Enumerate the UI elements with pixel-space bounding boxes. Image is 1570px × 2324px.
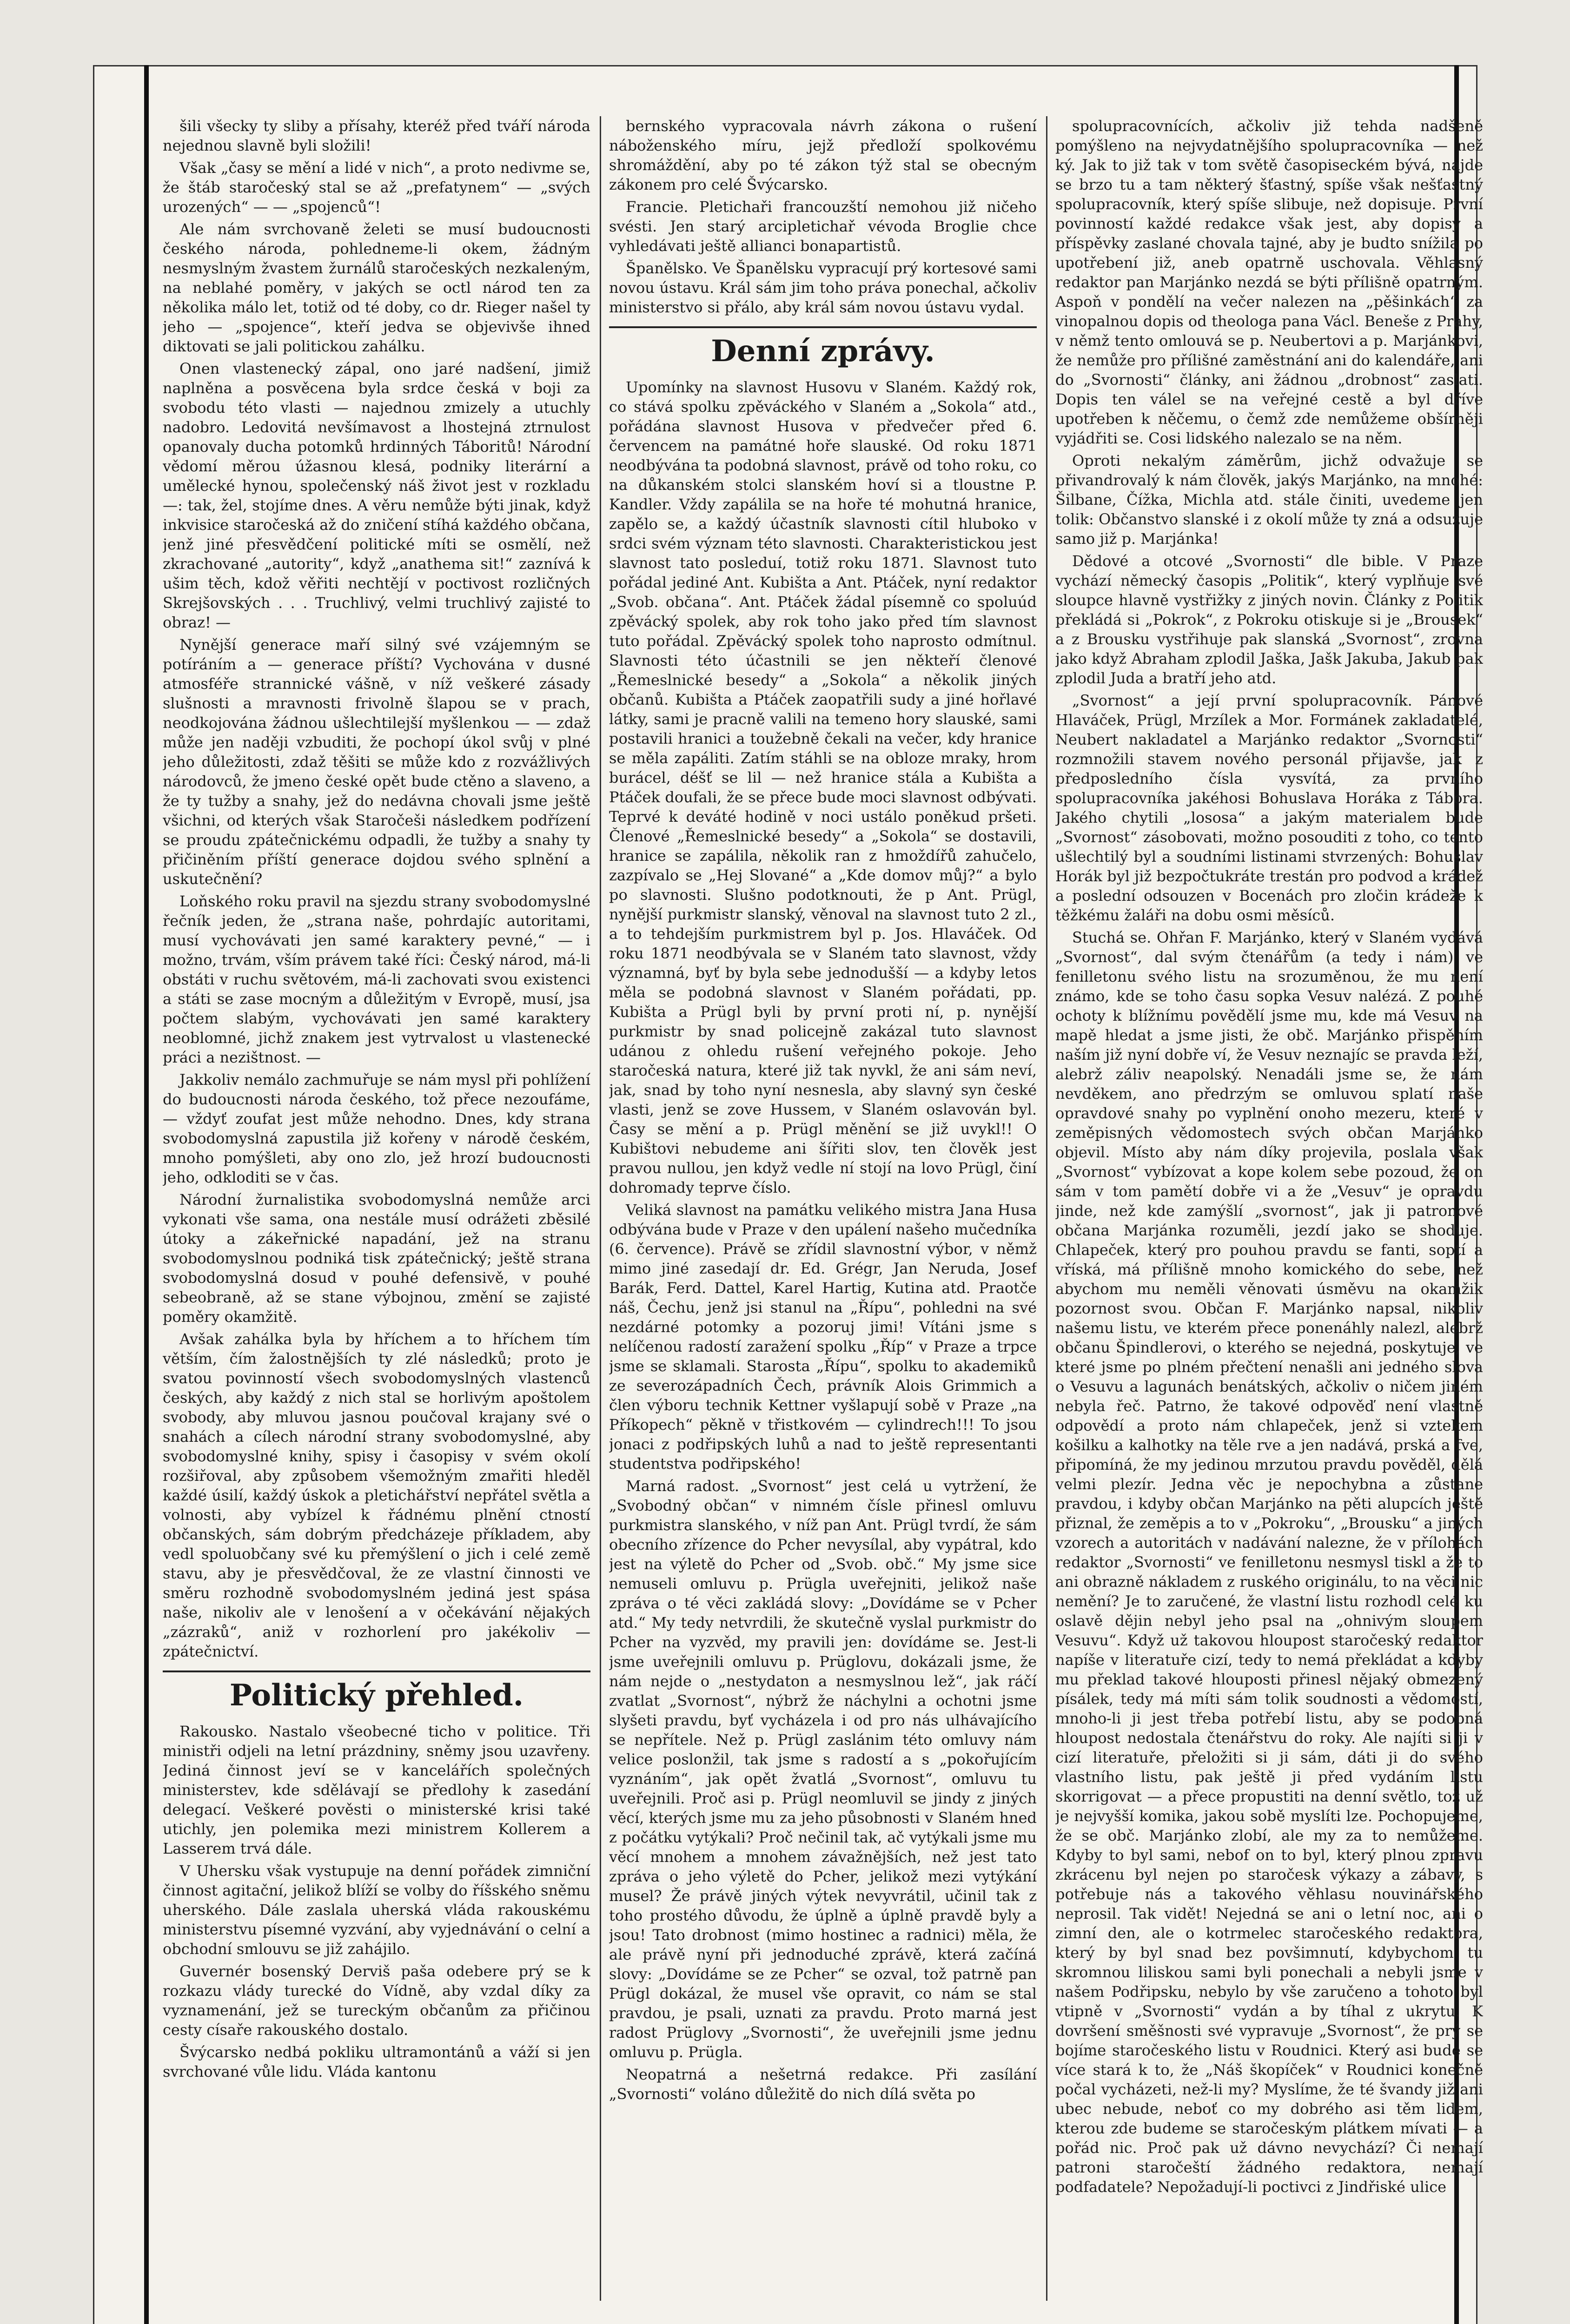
paragraph: Ale nám svrchovaně želeti se musí budoucnosti českého národa, pohledneme-li okem, žádným nesmyslným žvastem žurnálů staročeských nezkaleným, na neblahé poměry, v jakých se octl národ ten za několika málo let, totiž od té doby, co dr. Rieger našel ty jeho — „spojence“, kteří jedva se objevivše ihned diktovati se jali politickou zahálku. bbox=[163, 220, 590, 355]
paragraph: Jakkoliv nemálo zachmuřuje se nám mysl při pohlížení do budoucnosti národa českého, tož přece nezoufáme, — vždyť zoufat jest může nehodno. Dnes, kdy strana svobodomyslná zapustila již kořeny v národě českém, mnoho pomýšleti, aby ono zlo, jež hrozí budoucnosti jeho, odkloditi se v čas. bbox=[163, 1071, 590, 1186]
paragraph: Nynější generace maří silný své vzájemným se potíráním a — generace příští? Vychována v dusné atmosféře strannické vášně, v níž veškeré zásady slušnosti a mravnosti frivolně šlapou se v prach, neodkojována žádnou ušlechtilejší myšlenkou — — zdaž může jen naději vzbuditi, že pochopí úkol svůj v plné jeho důležitosti, zdaž těšiti se může kdo z rozvážlivých národovců, že jmeno české opět bude ctěno a slaveno, a že ty tužby a snahy, jež do nedávna chovali jsme ještě všichni, od kterých však Staročeši následkem podřízení se proudu zpátečnickému odpadli, že tužby a snahy ty přičiněním příští generace dojdou svého splnění a uskutečnění? bbox=[163, 636, 590, 888]
paragraph: Oproti nekalým záměrům, jichž odvažuje se přivandrovalý k nám člověk, jakýs Marjánko, na mnohé: Šilbane, Čížka, Michla atd. stále činiti, uvedeme jen tolik: Občanstvo slanské i z okolí může ty zná a odsuzuje samo již p. Marjánka! bbox=[1055, 452, 1483, 548]
paragraph: V Uhersku však vystupuje na denní pořádek zimniční činnost agitační, jelikož blíží se volby do říšského sněmu uherského. Dále zaslala uherská vláda rakouskému ministerstvu písemné vyzvání, aby vyjednávání o celní a obchodní smlouvu se již zahájilo. bbox=[163, 1862, 590, 1958]
section-heading-daily-news: Denní zprávy. bbox=[609, 326, 1037, 370]
paragraph: Guvernér bosenský Derviš paša odebere prý se k rozkazu vlády turecké do Vídně, aby vzdal díky za vyznamenání, jež se tureckým občanům za přičinou cesty císaře rakouského dostalo. bbox=[163, 1962, 590, 2039]
paragraph: bernského vypracovala návrh zákona o rušení náboženského míru, jejž předloží spolkovému shromáždění, aby po té zákon týž stal se obecným zákonem pro celé Švýcarsko. bbox=[609, 117, 1037, 193]
column-2 bbox=[609, 116, 1037, 2301]
paragraph: šili všecky ty sliby a přísahy, kteréž před tváří národa nejednou slavně byli složili! bbox=[163, 117, 590, 154]
paragraph: Švýcarsko nedbá pokliku ultramontánů a váží si jen svrchované vůle lidu. Vláda kantonu bbox=[163, 2043, 590, 2080]
paragraph: Dědové a otcové „Svornosti“ dle bible. V Praze vychází německý časopis „Politik“, který vyplňuje své sloupce hlavně vystřižky z jiných novin. Články z Politik překládá si „Pokrok“, z Pokroku otiskuje si je „Brousek“ a z Brousku vystřihuje pak slanská „Svornost“, zrovna jako když Abraham zplodil Jaška, Jašk Jakuba, Jakub pak zplodil Juda a bratří jeho atd. bbox=[1055, 552, 1483, 687]
paragraph: Však „časy se mění a lidé v nich“, a proto nedivme se, že štáb staročeský stal se až „prefatynem“ — „svých urozených“ — — „spojenců“! bbox=[163, 159, 590, 216]
paragraph: Francie. Pletichaři francouzští nemohou již ničeho svésti. Jen starý arcipletichař vévoda Broglie chce vyhledávati ještě allianci bonapartistů. bbox=[609, 198, 1037, 255]
paragraph: Stuchá se. Ohřan F. Marjánko, který v Slaném vydává „Svornost“, dal svým čtenářům (a tedy i nám) ve fenilletonu svého listu na srozuměnou, že mu není známo, kde se toho času sopka Vesuv nalézá. Z pouhé ochoty k blížnímu povědělí jsme mu, kde má Vesuv na mapě hledat a jsme jisti, že obč. Marjánko přispěním naším již nyní dobře ví, že Vesuv neznajíc se pravda leží, alebrž záliv neapolský. Nenadáli jsme se, že nám nevděkem, ano předrzým se omluvou splatí naše opravdové snahy po vyplnění onoho mezeru, které v zeměpisných vědomostech svých občan Marjánko objevil. Místo aby nám díky projevila, poslala však „Svornost“ vybízovat a kope kolem sebe pozoud, že on sám v tom pamětí dobře vi a že „Vesuv“ je opravdu jinde, než kde zamýšlí „svornost“, jak ji patronové občana Marjánka rozuměli, jezdí jako se shoduje. Chlapeček, který pro pouhou pravdu se fanti, soptí a vříská, má přílišně mnoho komického do sebe, než abychom mu neměli věnovati úsměvu na okamžik pozornost svou. Občan F. Marjánko napsal, nikoliv našemu listu, ve kterém přece ponenáhly nalezl, alebrž občanu Špindlerovi, o kterého se nejedná, poskytuje, ve které jsme po plném přečtení nenašli ani jedného slova o Vesuvu a lagunách benátských, ačkoliv o ničem jiném nebyla řeč. Patrno, že takové odpověď není vlastně odpovědí a proto nám chlapeček, jenž si vztekem košilku a kalhotky na těle rve a jen nadává, prská a fve, připomíná, že my jedinou mrzutou pravdu pověděl, dělá velmi plezír. Jedna věc je nepochybna a zůstane pravdou, i kdyby občan Marjánko na pěti alupcích ještě přiznal, že zeměpis a to v „Pokroku“, „Brousku“ a jiných vzorech a autoritách v nadávání nalezne, že v přílohách redaktor „Svornosti“ ve fenilletonu nesmysl tiskl a že to ani obrazně nákladem z ruského originálu, to na věci nic nemění? Je to zaručené, že vlastní listu rozhodl celé ku oslavě dějin nebyl jeho psal na „ohnivým sloupem Vesuvu“. Když už takovou hloupost staročeský redaktor napíše v literatuře cizí, tedy to nemá překládat a kdyby mu překlad takové hlouposti přinesl nějaký obmezený písálek, tedy má míti sám tolik soudnosti a vědomostí, mnoho-li ji jest třeba potřebí listu, aby se podobná hloupost nedostala čtenářstvu do roky. Ale najíti si ji v cizí literatuře, přeložiti si ji sám, dáti ji do svého vlastního listu, pak ještě ji před vydáním listu skorrigovat — a přece propustiti na denní světlo, tož už je nejvyšší komika, jakou sobě myslíti lze. Pochopujeme, že se obč. Marjánko zlobí, ale my za to nemůžeme. Kdyby to byl sami, nebof on to byl, který plnou zpravu zkrácenu byl nejen po staročesk výkazy a zábavy, s potřebuje nás a takového věhlasu nouvinářského neprosil. Tak vidět! Nejedná se ani o letní noc, ani o zimní den, ale o kotrmelec staročeského redaktora, který by byl snad bez povšimnutí, kdybychom tu skromnou liliskou sami byli ponechali a nebyli jsme v našem Podřipsku, nebylo by vše zaručeno a tohoto byl vtipně v „Svornosti“ vydán a by tíhal z ukrytu. K dovršení směšnosti své vypravuje „Svornost“, že prý se bojíme staročeského listu v Roudnici. Který asi bude se více stará k to, že „Náš škopíček“ v Roudnici konečně počal vycházeti, než-li my? Myslíme, že té švandy již ani ubec nebude, neboť co my dobrého asi těm lidem, kterou zde budeme se staročeským plátkem mívati — a pořád nic. Proč pak už dávno nevychází? Či nemají patroni staročeští žádného redaktora, nemají podfadatele? Nepožadují-li poctivci z Jindřiské ulice bbox=[1055, 929, 1483, 2196]
column-rule-2 bbox=[1046, 116, 1047, 2301]
paragraph: Marná radost. „Svornost“ jest celá u vytržení, že „Svobodný občan“ v nimném čísle přinesl omluvu purkmistra slanského, v níž pan Ant. Prügl tvrdí, že sám obecního zřízence do Pcher nevysílal, aby vypátral, kdo jest na výletě do Pcher od „Svob. obč.“ My jsme sice nemuseli omluvu p. Prügla uveřejniti, jelikož naše zpráva o té věci zakládá slovy: „Dovídáme se v Pcher atd.“ My tedy netvrdili, že skutečně vyslal purkmistr do Pcher na vyzvěd, my pravili jen: dovídáme se. Jest-li jsme uveřejnili omluvu p. Prüglovu, dokázali jsme, že nám nejde o „nestydaton a nesmyslnou lež“, jak ráčí zvatlat „Svornost“, nýbrž že náchylni a ochotni jsme slyšeti pravdu, byť vycházela i od pro nás ulhávajícího se nepřítele. Než p. Prügl zaslánim této omluvy nám velice poslonžil, tak jsme s radostí a s „pokořujícím vyznáním“, jak opět žvatlá „Svornost“, omluvu tu uveřejnili. Proč asi p. Prügl neomluvil se jindy z jiných věcí, kterých jsme mu za jeho působnosti v Slaném hned z počátku vytýkali? Proč nečinil tak, ač vytýkali jsme mu věcí mnohem a mnohem závažnějších, než jest tato zpráva o jeho výletě do Pcher, jelikož mezi vytýkání musel? Že právě jiných výtek nevyvrátil, učinil tak z toho prostého důvodu, že úplně a úplně pravdě byly a jsou! Tato drobnost (mimo hostinec a radnici) měla, že ale právě nyní při jednoduché zprávě, která začíná slovy: „Dovídáme se ze Pcher“ se ozval, tož patrně pan Prügl dokázal, že musel vše opravit, co nám se stal pravdou, je psali, uznati za pravdu. Proto marná jest radost Prüglovy „Svornosti“, že uveřejnili jsme jednu omluvu p. Prügla. bbox=[609, 1477, 1037, 2061]
column-1-paragraphs bbox=[163, 116, 590, 1661]
column-1-political-paragraphs bbox=[163, 1722, 590, 2081]
paragraph: Loňského roku pravil na sjezdu strany svobodomyslné řečník jeden, že „strana naše, pohrdajíc autoritami, musí vychovávati jen samé karaktery pevné,“ — i možno, trvám, vším právem také říci: Český národ, má-li obstáti v ruchu světovém, má-li zachovati svou existenci a státi se zase mocným a důležitým v Evropě, musí, jsa počtem slabým, vychovávati jen samé karaktery neoblomné, jichž znakem jest vytrvalost u vlastenecké práci a nezištnost. — bbox=[163, 892, 590, 1066]
paragraph: Onen vlastenecký zápal, ono jaré nadšení, jimiž naplněna a posvěcena byla srdce česká v boji za svobodu této vlasti — najednou zmizely a utuchly nadobro. Ledovitá nevšímavost a lhostejná ztrnulost opanovaly ducha potomků hrdinných Táboritů! Národní vědomí měrou úžasnou klesá, podniky literární a umělecké hynou, společenský náš život jest v rozkladu —: tak, žel, stojíme dnes. A věru nemůže býti jinak, když inkvisice staročeská až do zničení stíhá každého občana, jenž jiné přesvědčení politické míti se osmělí, než zkrachované „autority“, když „anathema sit!“ zaznívá k ušim těch, kdož věřiti nechtějí v poctivost rozličných Skrejšovských . . . Truchlivý, velmi truchlivý zajisté to obraz! — bbox=[163, 360, 590, 631]
column-2-news-paragraphs bbox=[609, 377, 1037, 2104]
paragraph: spolupracovnících, ačkoliv již tehda nadšeně pomýšleno na nejvydatnějšího spolupracovníka — než ký. Jak to již tak v tom světě časopiseckém bývá, najde se brzo tu a tam některý šťastný, spíše však nešťastný spolupracovník, který spíše slibuje, než dopisuje. První povinností každé redakce však jest, aby dopisy a příspěvky zaslané chovala tajné, aby je budto snížila po upotřebení již, aneb opatrně uschovala. Věhlasný redaktor pan Marjánko nezdá se býti přílišně opatrným. Aspoň v pondělí na večer nalezen na „pěšinkách“ za vinopalnou dopis od theologa pana Václ. Beneše z Prahy, v němž tento omlouvá se p. Neubertovi a p. Marjánkovi, že nemůže pro přílišné zaměstnání ani do kalendáře, ani do „Svornosti“ články, ani žádnou „drobnost“ zaslati. Dopis ten válel se na veřejné cestě a byl dříve upotřeben k něčemu, o čemž zde nemůžeme obšírněji vyjádřiti se. Cosi lidského nalezalo se na něm. bbox=[1055, 117, 1483, 447]
paragraph: Veliká slavnost na památku velikého mistra Jana Husa odbývána bude v Praze v den upálení našeho mučedníka (6. července). Právě se zřídil slavnostní výbor, v němž mimo jiné zasedají dr. Ed. Grégr, Jan Neruda, Josef Barák, Ferd. Dattel, Karel Hartig, Kutina atd. Praotče náš, Čechu, jenž jsi stanul na „Řípu“, pohledni na své nezdárné potomky a pozoruj jimi! Vítáni jsme s nelíčenou radostí zaražení spolku „Říp“ v Praze a trpce jsme se sklamali. Starosta „Řípu“, spolku to akademiků ze severozápadních Čech, právník Alois Grimmich a člen výboru technik Kettner vyšlapují sobě v Praze „na Příkopech“ pěkně v třistkovém — cylindrech!!! To jsou jonaci z podřipských luhů a nad to ještě representanti studentstva podřipského! bbox=[609, 1201, 1037, 1472]
column-1 bbox=[163, 116, 590, 2301]
paragraph: Neopatrná a nešetrná redakce. Při zasílání „Svornosti“ voláno důležitě do nich dílá světa po bbox=[609, 2066, 1037, 2103]
newspaper-page bbox=[93, 65, 1483, 2324]
paragraph: Národní žurnalistika svobodomyslná nemůže arci vykonati vše sama, ona nestále musí odrážeti zběsilé útoky a zákeřnické napadání, jež na stranu svobodomyslnou podniká tisk zpátečnický; ještě strana svobodomyslná dosud v pouhé defensivě, v pouhé sebeobraně, až se stane výbojnou, změní se zajisté poměry okamžitě. bbox=[163, 1191, 590, 1326]
paragraph: Avšak zahálka byla by hříchem a to hříchem tím větším, čím žalostnějších ty zlé následků; proto je svatou povinností všech svobodomyslných vlastenců českých, aby každý z nich stal se horlivým apoštolem svobody, aby mluvou jasnou poučoval krajany své o snahách a cílech národní strany svobodomyslné, aby svobodomyslné knihy, spisy i časopisy v svém okolí rozšiřoval, aby způsobem všemožným zmařiti hleděl každé úsilí, každý úskok a pletichářství nepřátel světla a volnosti, aby vybízel k řádnému plnění ctností občanských, sám dobrým předcházeje příkladem, aby vedl spoluobčany své ku přemýšlení o jich i celé země stavu, aby je přesvědčoval, že ze vlastní činnosti ve směru rozhodně svobodomyslném jediná jest spása naše, nikoliv ale v lenošení a v očekávání nějakých „zázraků“, aniž v rozhorlení pro jakékoliv — zpátečnictví. bbox=[163, 1330, 590, 1660]
section-heading-political-review: Politický přehled. bbox=[163, 1670, 590, 1714]
column-3 bbox=[1055, 116, 1483, 2301]
page-left-border bbox=[144, 65, 149, 2324]
paragraph: Rakousko. Nastalo všeobecné ticho v politice. Tři ministři odjeli na letní prázdniny, sněmy jsou uzavřeny. Jediná činnost jeví se v kancelářích společných ministerstev, kde sdělávají se předlohy k zasedání delegací. Veškeré pověsti o ministerské krisi také utichly, jen polemika mezi ministrem Kollerem a Lasserem trvá dále. bbox=[163, 1723, 590, 1857]
paragraph: Španělsko. Ve Španělsku vypracují prý kortesové sami novou ústavu. Král sám jim toho práva ponechal, ačkoliv ministerstvo si přálo, aby král sám novou ústavu vydal. bbox=[609, 259, 1037, 316]
column-2-paragraphs bbox=[609, 116, 1037, 317]
paragraph: „Svornost“ a její první spolupracovník. Pánové Hlaváček, Prügl, Mrzílek a Mor. Formánek zakladatelé, Neubert nakladatel a Marjánko redaktor „Svornosti“ rozmnožili stavem nového personál přijavše, jak z předposledního čísla vysvítá, za prvního spolupracovníka jakéhosi Bohuslava Horáka z Tábora. Jakého chytili „lososa“ a jakým materialem bude „Svornost“ zásobovati, možno posouditi z toho, co tento ušlechtilý byl a soudními listinami stvrzených: Bohuslav Horák byl již bezpočtukráte trestán pro podvod a krádež a poslední odsouzen v Bocenách pro zločin krádeže k těžkému žaláři na dobu osmi měsíců. bbox=[1055, 692, 1483, 924]
column-rule-1 bbox=[600, 116, 601, 2301]
column-3-paragraphs bbox=[1055, 116, 1483, 2197]
paragraph: Upomínky na slavnost Husovu v Slaném. Každý rok, co stává spolku zpěváckého v Slaném a „Sokola“ atd., pořádána slavnost Husova v předvečer před 6. červencem na památné hoře slauské. Od roku 1871 neodbývána ta podobná slavnost, právě od toho roku, co na důkanském stolci slanském hoví si a tloustne P. Kandler. Vždy zapálila se na hoře té mohutná hranice, zapělo se, a každý účastník slavnosti cítil hluboko v srdci svém význam této slavnosti. Charakteristickou jest slavnost tato posleduí, totiž roku 1871. Slavnost tuto pořádal jediné Ant. Kubišta a Ant. Ptáček, nyní redaktor „Svob. občana“. Ant. Ptáček žádal písemně co spoluúd zpěvácký spolek, aby rok toho jako před tím slavnost tuto pořádal. Zpěvácký spolek toho naprosto odmítnul. Slavnosti této účastnili se jen někteří členové „Řemeslnické besedy“ a „Sokola“ a několik jiných občanů. Kubišta a Ptáček zaopatřili sudy a jiné hořlavé látky, sami je pracně valili na temeno hory slauské, sami postavili hranici a toužebně čekali na večer, kdy hranice se měla zapáliti. Zatím stáhli se na obloze mraky, hrom burácel, déšť se lil — než hranice stála a Kubišta a Ptáček doufali, že se přece bude moci slavnost odbývati. Teprvé k deváté hodině v noci ustálo poněkud pršeti. Členové „Řemeslnické besedy“ a „Sokola“ se dostavili, hranice se zapálila, několik ran z hmoždířů zahučelo, zazpívalo se „Hej Slované“ a „Kde domov můj?“ a bylo po slavnosti. Slušno podotknouti, že p Ant. Prügl, nynější purkmistr slanský, věnoval na slavnost tuto 2 zl., a to tehdejším purkmistrem byl p. Jos. Hlaváček. Od roku 1871 neodbývala se v Slaném tato slavnost, vždy významná, byť by byla sebe jednodušší — a kdyby letos měla se podobná slavnost v Slaném pořádati, pp. Kubišta a Prügl byli by první proti ní, p. nynější purkmistr by snad policejně zakázal tuto slavnost udánou z ohledu rušení veřejného pokoje. Jeho staročeská natura, které již tak nyvkl, že ani sám neví, jak, snad by toho nyní nesnesla, aby slavný syn české vlasti, jenž se zove Hussem, v Slaném oslavován byl. Časy se mění a p. Prügl měnění se již uvykl!! O Kubištovi nebudeme ani šířiti slov, ten člověk jest pravou nullou, jen když vedle ní stojí na lovo Prügl, činí dohromady teprve číslo. bbox=[609, 378, 1037, 1196]
